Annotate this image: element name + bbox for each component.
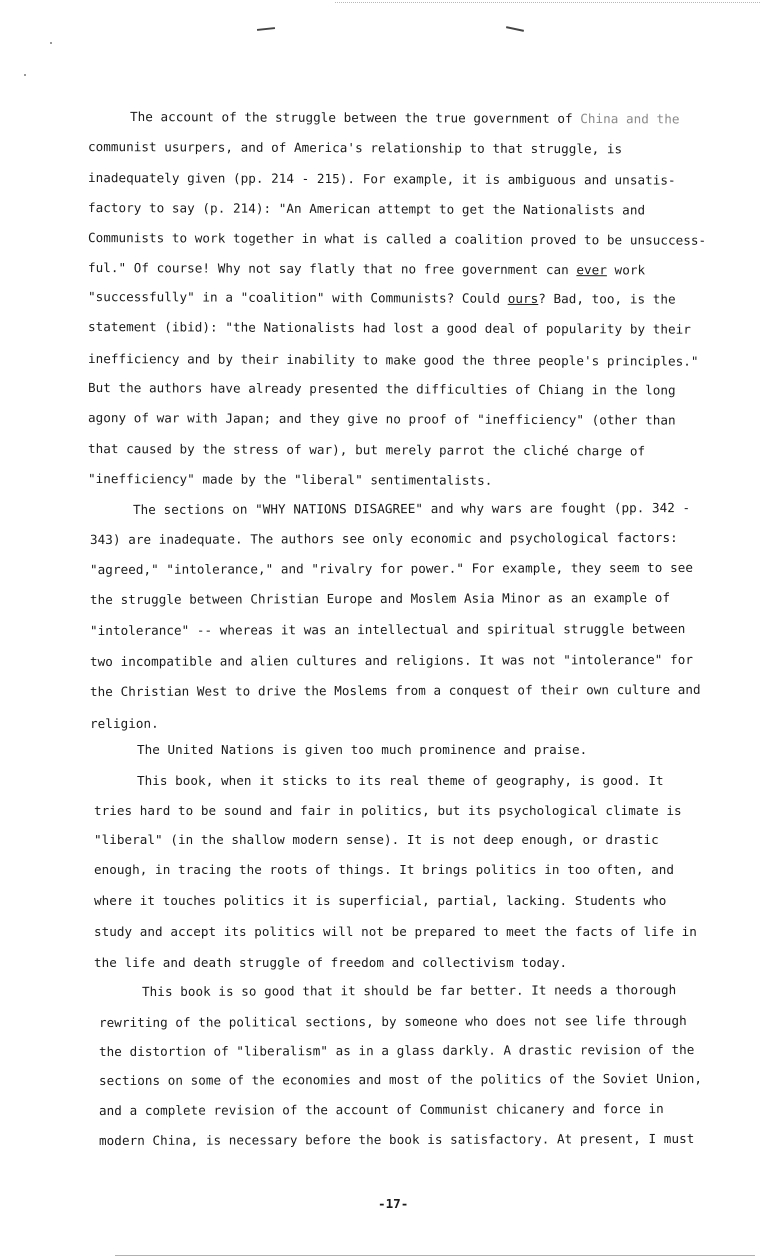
text-segment: The sections on "WHY NATIONS DISAGREE" and why wars are fought (pp. 342 - (133, 500, 691, 517)
paragraph-1-line (88, 289, 676, 308)
scan-speck (50, 42, 52, 44)
text-segment: work (606, 262, 646, 278)
page-number: -17- (378, 1196, 409, 1211)
text-segment: enough, in tracing the roots of things. It brings politics in too often, and (94, 862, 675, 877)
paragraph-2-line (90, 682, 701, 700)
paragraph-4-line (94, 955, 567, 971)
paragraph-4-line (94, 893, 666, 909)
paragraph-4-line (94, 832, 659, 848)
paragraph-2-line (90, 716, 159, 732)
text-segment: The account of the struggle between the true government of (129, 109, 581, 126)
text-segment: Communists to work together in what is called a coalition proved to be unsuccess- (87, 230, 707, 248)
text-segment: inefficiency and by their inability to make good the three people's principles." (87, 351, 699, 369)
text-segment: agony of war with Japan; and they give no proof of "inefficiency" (other than (87, 410, 676, 428)
paragraph-1-line (88, 139, 622, 157)
text-segment: tries hard to be sound and fair in politics, but its psychological climate is (94, 803, 682, 818)
text-segment: the Christian West to drive the Moslems from a conquest of their own culture and (90, 681, 701, 699)
text-segment: statement (ibid): "the Nationalists had lost a good deal of popularity by their (87, 319, 691, 337)
paragraph-1-line (88, 441, 645, 459)
text-segment: 343) are inadequate. The authors see only economic and psychological factors: (90, 529, 678, 547)
paragraph-5-line (99, 1131, 694, 1149)
paragraph-4-line (137, 773, 664, 789)
text-segment: communist usurpers, and of America's relationship to that struggle, is (87, 139, 623, 157)
text-segment: ful." Of course! Why not say flatly that no free government can (87, 260, 577, 278)
text-segment: the life and death struggle of freedom and collectivism today. (94, 955, 568, 970)
paragraph-1-line (88, 351, 699, 370)
paragraph-2-line (90, 530, 678, 548)
text-segment: ever (576, 262, 607, 278)
text-segment: sections on some of the economies and most of the politics of the Soviet Union, (99, 1070, 702, 1088)
paragraph-5-line (99, 1013, 687, 1031)
text-segment: "liberal" (in the shallow modern sense). It is not deep enough, or drastic (94, 832, 659, 847)
text-segment: and a complete revision of the account of Communist chicanery and force in (99, 1101, 664, 1118)
paragraph-2-line (90, 652, 693, 670)
paragraph-2-line (133, 500, 690, 518)
text-segment: ours (507, 290, 539, 306)
text-segment: The United Nations is given too much prominence and praise. (137, 742, 588, 757)
paragraph-5-line (142, 982, 676, 1000)
text-segment: the struggle between Christian Europe and Moslem Asia Minor as an example of (90, 589, 671, 607)
hole-punch-mark-left (257, 27, 275, 31)
text-segment: "intolerance" -- whereas it was an intellectual and spiritual struggle between (90, 620, 686, 638)
text-segment: where it touches politics it is superficial, partial, lacking. Students who (94, 893, 667, 908)
text-segment: This book is so good that it should be far better. It needs a thorough (142, 982, 677, 999)
hole-punch-mark-right (506, 26, 524, 32)
paragraph-5-line (99, 1071, 702, 1089)
paragraph-4-line (94, 803, 682, 819)
paragraph-2-line (90, 560, 693, 578)
paragraph-5-line (99, 1101, 664, 1119)
paragraph-1-line (88, 260, 645, 278)
paragraph-2-line (90, 590, 670, 608)
text-segment: China and the (580, 110, 680, 127)
paragraph-1-line (88, 471, 493, 489)
text-segment: "inefficiency" made by the "liberal" sentimentalists. (87, 471, 493, 488)
paragraph-1-line (88, 380, 676, 399)
scan-speck (24, 74, 26, 76)
text-segment: religion. (90, 715, 159, 731)
text-segment: factory to say (p. 214): "An American attempt to get the Nationalists and (87, 200, 646, 218)
top-dotted-rule (335, 2, 760, 3)
text-segment: two incompatible and alien cultures and religions. It was not "intolerance" for (90, 651, 693, 669)
paragraph-3-line (137, 742, 587, 758)
text-segment: that caused by the stress of war), but merely parrot the cliché charge of (87, 441, 646, 459)
text-segment: study and accept its politics will not be prepared to meet the facts of life in (94, 924, 697, 939)
paragraph-1-line (88, 170, 676, 189)
text-segment: ? Bad, too, is the (538, 290, 676, 307)
text-segment: modern China, is necessary before the book is satisfactory. At present, I must (99, 1130, 695, 1148)
paragraph-1-line (88, 230, 706, 249)
paragraph-5-line (99, 1042, 694, 1060)
paragraph-1-line (88, 200, 645, 218)
text-segment: This book, when it sticks to its real theme of geography, is good. It (137, 773, 664, 788)
bottom-rule (115, 1255, 755, 1256)
paragraph-1-line (88, 410, 676, 429)
paragraph-2-line (90, 621, 685, 639)
text-segment: inadequately given (pp. 214 - 215). For example, it is ambiguous and unsatis- (87, 170, 676, 188)
text-segment: the distortion of "liberalism" as in a glass darkly. A drastic revision of the (99, 1041, 695, 1059)
paragraph-4-line (94, 924, 697, 940)
text-segment: "agreed," "intolerance," and "rivalry for power." For example, they seem to see (90, 559, 693, 577)
text-segment: "successfully" in a "coalition" with Communists? Could (87, 289, 508, 306)
paragraph-1-line (130, 109, 680, 127)
paragraph-1-line (88, 319, 691, 338)
text-segment: But the authors have already presented the difficulties of Chiang in the long (87, 380, 676, 398)
text-segment: rewriting of the political sections, by someone who does not see life through (99, 1012, 687, 1030)
paragraph-4-line (94, 862, 674, 878)
